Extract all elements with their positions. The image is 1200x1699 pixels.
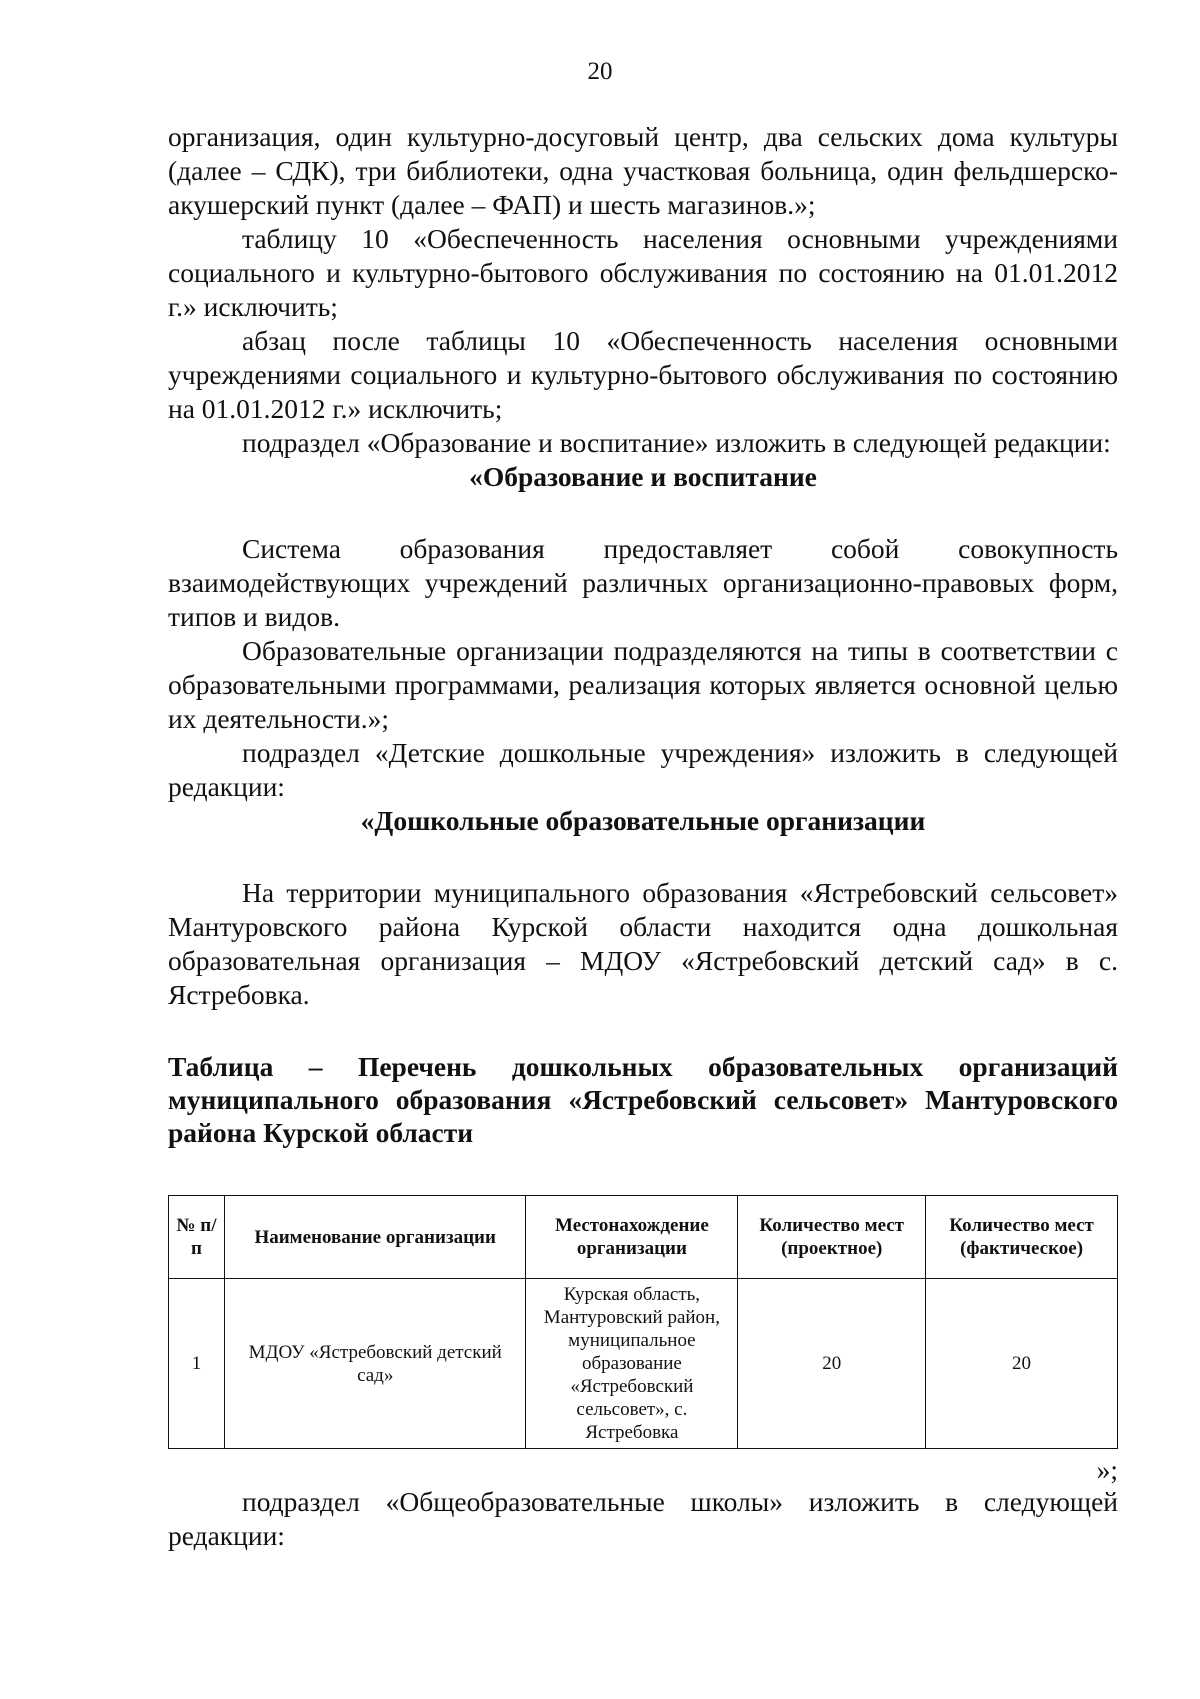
paragraph-abzac-exclude: абзац после таблицы 10 «Обеспеченность населения основными учреждениями социального и культурно-бытового обслуживания по состоянию на 01.01.2012 г.» исключить; (168, 325, 1118, 424)
paragraph-table10-exclude: таблицу 10 «Обеспеченность населения основными учреждениями социального и культурно-бытового обслуживания по состоянию на 01.01.2012 г.» исключить; (168, 223, 1118, 322)
heading-education: «Образование и воспитание (469, 461, 817, 492)
paragraph-preschool-territory: На территории муниципального образования «Ястребовский сельсовет» Мантуровского района Курской области находится одна дошкольная образовательная организация – МДОУ «Ястребовский детский сад» в с. Ястребовка. (168, 877, 1118, 1010)
paragraph-preschool-subsection: подраздел «Детские дошкольные учреждения» изложить в следующей редакции: (168, 737, 1118, 802)
header-num: № п/п (169, 1196, 225, 1279)
table-header-row (169, 1196, 1118, 1279)
paragraph-education-organizations: Образовательные организации подразделяются на типы в соответствии с образовательными программами, реализация которых является основной целью их деятельности.»; (168, 635, 1118, 734)
table-row (169, 1279, 1118, 1449)
page-number: 20 (587, 58, 613, 85)
header-places-design: Количество мест (проектное) (738, 1196, 926, 1279)
header-name: Наименование организации (224, 1196, 526, 1279)
closing-quote: »; (1096, 1454, 1118, 1485)
preschool-table (168, 1195, 1118, 1449)
table-title: Таблица – Перечень дошкольных образовательных организаций муниципального образования «Ястребовский сельсовет» Мантуровского района Курской области (168, 1051, 1118, 1148)
cell-places-design: 20 (738, 1279, 926, 1449)
cell-places-actual: 20 (926, 1279, 1118, 1449)
heading-preschool: «Дошкольные образовательные организации (360, 805, 926, 836)
cell-num: 1 (169, 1279, 225, 1449)
paragraph-continuation: организация, один культурно-досуговый центр, два сельских дома культуры (далее – СДК), три библиотеки, одна участковая больница, один фельдшерско-акушерский пункт (далее – ФАП) и шесть магазинов.»; (168, 121, 1118, 220)
paragraph-education-subsection: подраздел «Образование и воспитание» изложить в следующей редакции: (242, 427, 1111, 458)
paragraph-schools-subsection: подраздел «Общеобразовательные школы» изложить в следующей редакции: (168, 1486, 1118, 1551)
header-places-actual: Количество мест (фактическое) (926, 1196, 1118, 1279)
header-location: Местонахождение организации (526, 1196, 738, 1279)
document-body (168, 120, 1118, 1553)
cell-location: Курская область, Мантуровский район, муниципальное образование «Ястребовский сельсовет», с. Ястребовка (526, 1279, 738, 1449)
paragraph-education-system: Система образования предоставляет собой совокупность взаимодействующих учреждений различных организационно-правовых форм, типов и видов. (168, 533, 1118, 632)
cell-name: МДОУ «Ястребовский детский сад» (224, 1279, 526, 1449)
